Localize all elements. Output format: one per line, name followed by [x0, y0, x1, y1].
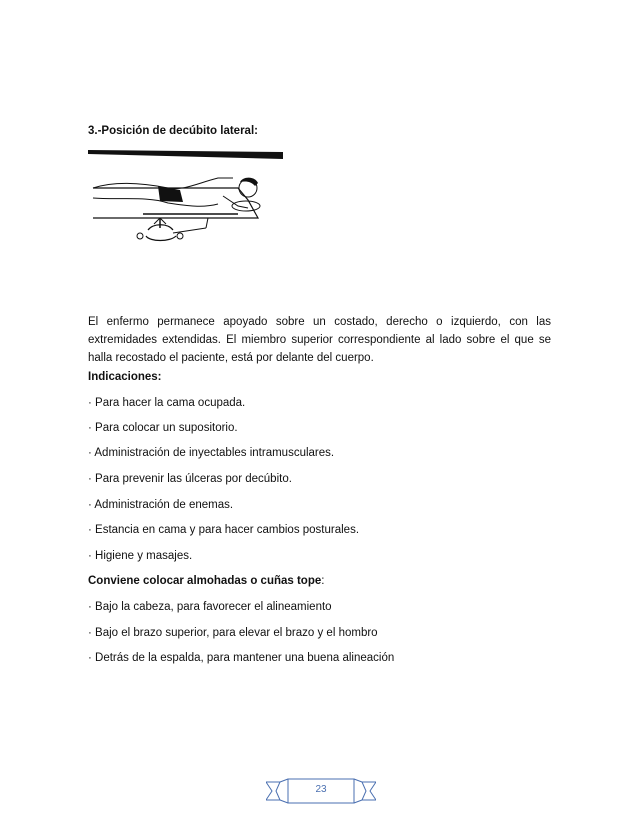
list-item: · Administración de inyectables intramusculares. — [88, 447, 335, 459]
list-item: · Higiene y masajes. — [88, 550, 193, 562]
list-item: · Estancia en cama y para hacer cambios posturales. — [88, 524, 360, 536]
page-number: 23 — [315, 784, 327, 795]
pillows-title — [88, 575, 324, 587]
list-item: · Detrás de la espalda, para mantener una buena alineación — [88, 652, 395, 664]
pillows-title-text: Conviene colocar almohadas o cuñas tope — [88, 575, 322, 587]
lateral-decubitus-illustration — [88, 148, 288, 248]
list-item: · Para colocar un supositorio. — [88, 422, 238, 434]
list-item: · Para prevenir las úlceras por decúbito. — [88, 473, 292, 485]
list-item: · Para hacer la cama ocupada. — [88, 397, 246, 409]
pillows-title-colon: : — [321, 575, 325, 587]
section-heading: 3.-Posición de decúbito lateral: — [88, 125, 258, 137]
list-item: · Bajo la cabeza, para favorecer el alineamiento — [88, 601, 332, 613]
page-number-ribbon — [266, 778, 376, 804]
indications-title: Indicaciones: — [88, 371, 162, 383]
description-paragraph: El enfermo permanece apoyado sobre un costado, derecho o izquierdo, con las extremidades extendidas. El miembro superior correspondiente al lado sobre el que se halla recostado el paciente, está por delante del cuerpo. — [88, 316, 551, 364]
list-item: · Administración de enemas. — [88, 499, 234, 511]
list-item: · Bajo el brazo superior, para elevar el brazo y el hombro — [88, 627, 378, 639]
